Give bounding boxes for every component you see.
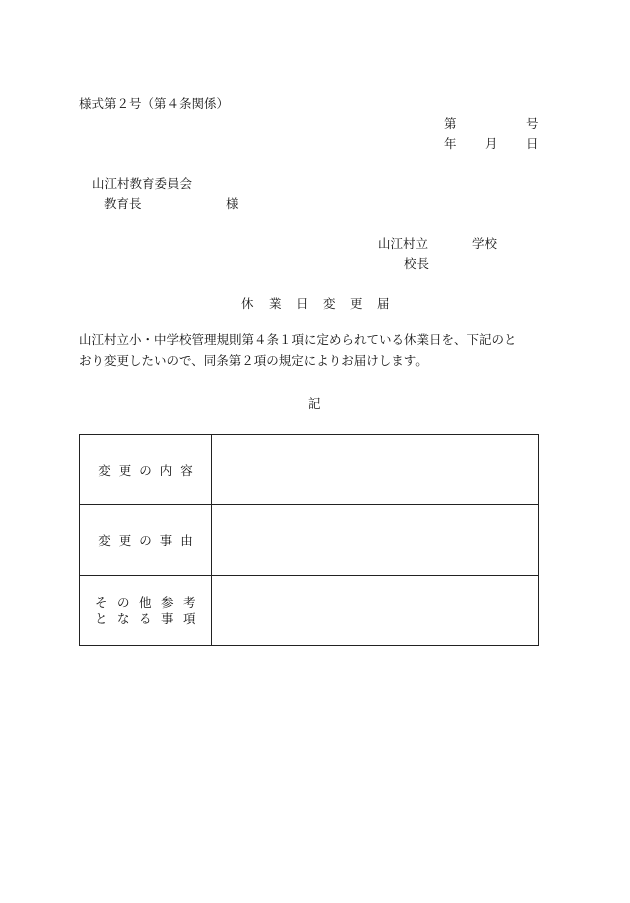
date-month: 月 bbox=[485, 136, 498, 151]
label-change-content: 変更の内容 bbox=[98, 462, 201, 478]
date-day: 日 bbox=[526, 136, 539, 151]
title-char: 更 bbox=[350, 296, 363, 311]
title-char: 業 bbox=[269, 296, 282, 311]
details-table bbox=[79, 434, 539, 646]
sender-school-prefix: 山江村立 bbox=[378, 236, 429, 251]
label-other-line-2: となる事項 bbox=[94, 610, 205, 626]
table-row bbox=[80, 435, 539, 505]
title-char: 日 bbox=[296, 296, 309, 311]
label-other-line-1: その他参考 bbox=[94, 594, 205, 610]
body-line-1: 山江村立小・中学校管理規則第４条１項に定められている休業日を、下記のと bbox=[79, 332, 517, 347]
number-suffix: 号 bbox=[526, 116, 539, 131]
row-label-cell bbox=[80, 505, 212, 576]
date-year: 年 bbox=[444, 136, 457, 151]
title-char: 休 bbox=[241, 296, 254, 311]
other-notes-field[interactable] bbox=[212, 576, 539, 646]
sender-title: 校長 bbox=[404, 256, 430, 271]
body-line-2: おり変更したいので、同条第２項の規定によりお届けします。 bbox=[79, 353, 428, 368]
change-reason-field[interactable] bbox=[212, 505, 539, 576]
addressee-org: 山江村教育委員会 bbox=[92, 176, 193, 191]
title-char: 届 bbox=[377, 296, 390, 311]
table-row bbox=[80, 576, 539, 646]
title-char: 変 bbox=[323, 296, 336, 311]
label-change-reason: 変更の事由 bbox=[98, 533, 201, 548]
form-id: 様式第２号（第４条関係） bbox=[79, 96, 230, 111]
addressee-title: 教育長 bbox=[104, 196, 142, 211]
sender-school-suffix: 学校 bbox=[472, 236, 498, 251]
addressee-honorific: 様 bbox=[226, 196, 239, 211]
row-label-cell bbox=[80, 576, 212, 646]
number-prefix: 第 bbox=[444, 116, 457, 131]
table-row bbox=[80, 505, 539, 576]
ki-heading: 記 bbox=[308, 396, 321, 411]
row-label-cell bbox=[80, 435, 212, 505]
change-content-field[interactable] bbox=[212, 435, 539, 505]
